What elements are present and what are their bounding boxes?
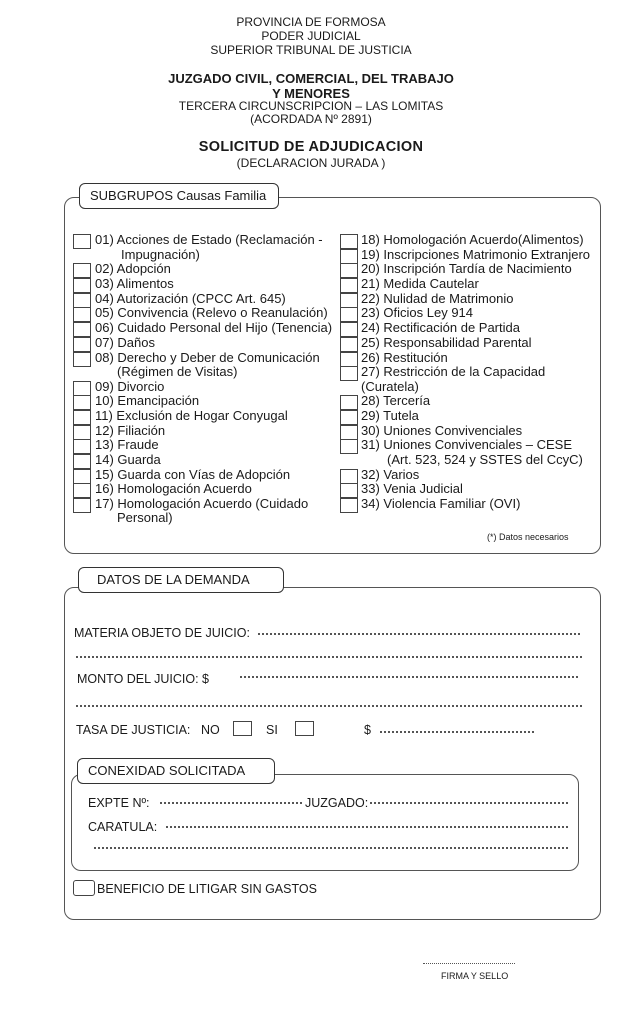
left-subgroup-checkbox[interactable] [73, 293, 91, 308]
right-subgroup-label: 21) Medida Cautelar [361, 276, 479, 291]
expte-input[interactable] [160, 802, 302, 804]
caratula-input[interactable] [166, 826, 568, 828]
left-subgroup-label: 15) Guarda con Vías de Adopción [95, 467, 291, 482]
left-subgroup-label: 09) Divorcio [95, 379, 165, 394]
left-subgroup-checkbox[interactable] [73, 307, 91, 322]
subgroups-heading: SUBGRUPOS Causas Familia [79, 183, 279, 209]
juzgado-label: JUZGADO: [305, 796, 369, 810]
right-subgroup-label: 28) Tercería [361, 393, 431, 408]
left-subgroup-label: 10) Emancipación [95, 393, 200, 408]
left-subgroup-label: 17) Homologación Acuerdo (Cuidado [95, 496, 309, 511]
right-subgroup-checkbox[interactable] [340, 410, 358, 425]
right-subgroup-checkbox[interactable] [340, 439, 358, 454]
page-subtitle: (DECLARACION JURADA ) [236, 156, 386, 170]
left-subgroup-label: 07) Daños [95, 335, 155, 350]
left-subgroup-label: 05) Convivencia (Relevo o Reanulación) [95, 305, 328, 320]
left-subgroup-checkbox[interactable] [73, 381, 91, 396]
right-subgroup-checkbox[interactable] [340, 483, 358, 498]
left-subgroup-label: Impugnación) [121, 247, 200, 262]
tasa-si-checkbox[interactable] [295, 721, 314, 736]
left-subgroup-checkbox[interactable] [73, 439, 91, 454]
expte-label: EXPTE Nº: [88, 796, 150, 810]
tasa-no-label: NO [201, 723, 220, 737]
left-subgroup-checkbox[interactable] [73, 337, 91, 352]
tasa-label: TASA DE JUSTICIA: [76, 723, 191, 737]
left-subgroup-label: 03) Alimentos [95, 276, 174, 291]
left-subgroup-checkbox[interactable] [73, 425, 91, 440]
court-name-line2: Y MENORES [272, 86, 350, 101]
juzgado-input[interactable] [370, 802, 568, 804]
left-subgroup-label: 14) Guarda [95, 452, 161, 467]
left-subgroup-checkbox[interactable] [73, 395, 91, 410]
left-subgroup-label: 12) Filiación [95, 423, 166, 438]
materia-input-line2[interactable] [76, 656, 582, 658]
left-subgroup-checkbox[interactable] [73, 352, 91, 367]
judicial-power-heading: PODER JUDICIAL [261, 29, 361, 43]
right-subgroup-label: 22) Nulidad de Matrimonio [361, 291, 514, 306]
right-subgroup-checkbox[interactable] [340, 469, 358, 484]
materia-label: MATERIA OBJETO DE JUICIO: [74, 626, 250, 640]
materia-input[interactable] [258, 633, 580, 635]
court-name: JUZGADO CIVIL, COMERCIAL, DEL TRABAJO [168, 71, 454, 86]
right-subgroup-label: 34) Violencia Familiar (OVI) [361, 496, 521, 511]
left-subgroup-checkbox[interactable] [73, 410, 91, 425]
left-subgroup-label: (Régimen de Visitas) [117, 364, 238, 379]
right-subgroup-label: 19) Inscripciones Matrimonio Extranjero [361, 247, 591, 262]
right-subgroup-label: 27) Restricción de la Capacidad [361, 364, 546, 379]
right-subgroup-label: 24) Rectificación de Partida [361, 320, 520, 335]
left-subgroup-checkbox[interactable] [73, 498, 91, 513]
caratula-label: CARATULA: [88, 820, 158, 834]
conexidad-heading: CONEXIDAD SOLICITADA [77, 758, 275, 784]
left-subgroup-label: 01) Acciones de Estado (Reclamación - [95, 232, 323, 247]
tasa-dollar-sign: $ [364, 723, 371, 737]
demanda-heading: DATOS DE LA DEMANDA [78, 567, 284, 593]
left-subgroup-checkbox[interactable] [73, 263, 91, 278]
right-subgroup-checkbox[interactable] [340, 498, 358, 513]
left-subgroup-label: 02) Adopción [95, 261, 171, 276]
left-subgroup-label: 08) Derecho y Deber de Comunicación [95, 350, 320, 365]
right-subgroup-checkbox[interactable] [340, 322, 358, 337]
tasa-no-checkbox[interactable] [233, 721, 252, 736]
right-subgroup-label: 26) Restitución [361, 350, 448, 365]
province-heading: PROVINCIA DE FORMOSA [236, 15, 386, 29]
right-subgroup-label: 23) Oficios Ley 914 [361, 305, 474, 320]
left-subgroup-checkbox[interactable] [73, 469, 91, 484]
left-subgroup-label: 04) Autorización (CPCC Art. 645) [95, 291, 286, 306]
left-subgroup-checkbox[interactable] [73, 234, 91, 249]
monto-label: MONTO DEL JUICIO: $ [77, 672, 209, 686]
right-subgroup-checkbox[interactable] [340, 249, 358, 264]
left-subgroup-checkbox[interactable] [73, 454, 91, 469]
right-subgroup-label: 20) Inscripción Tardía de Nacimiento [361, 261, 572, 276]
signature-label: FIRMA Y SELLO [441, 971, 509, 981]
left-subgroup-label: Personal) [117, 510, 173, 525]
right-subgroup-checkbox[interactable] [340, 278, 358, 293]
right-subgroup-checkbox[interactable] [340, 395, 358, 410]
right-subgroup-checkbox[interactable] [340, 234, 358, 249]
monto-input-line2[interactable] [76, 705, 582, 707]
monto-input[interactable] [240, 676, 578, 678]
right-subgroup-checkbox[interactable] [340, 307, 358, 322]
required-note: (*) Datos necesarios [487, 532, 569, 542]
right-subgroup-checkbox[interactable] [340, 337, 358, 352]
right-subgroup-label: 32) Varios [361, 467, 420, 482]
right-subgroup-label: 33) Venia Judicial [361, 481, 463, 496]
right-subgroup-label: 30) Uniones Convivenciales [361, 423, 523, 438]
tasa-si-label: SI [266, 723, 278, 737]
right-subgroup-label: (Art. 523, 524 y SSTES del CcyC) [387, 452, 583, 467]
beneficio-checkbox[interactable] [73, 880, 95, 896]
caratula-input-line2[interactable] [94, 847, 568, 849]
right-subgroup-label: 25) Responsabilidad Parental [361, 335, 532, 350]
right-subgroup-label: (Curatela) [361, 379, 419, 394]
left-subgroup-label: 13) Fraude [95, 437, 159, 452]
right-subgroup-checkbox[interactable] [340, 425, 358, 440]
right-subgroup-checkbox[interactable] [340, 263, 358, 278]
left-subgroup-checkbox[interactable] [73, 278, 91, 293]
left-subgroup-label: 11) Exclusión de Hogar Conyugal [95, 408, 288, 423]
left-subgroup-label: 06) Cuidado Personal del Hijo (Tenencia) [95, 320, 333, 335]
left-subgroup-checkbox[interactable] [73, 483, 91, 498]
left-subgroup-checkbox[interactable] [73, 322, 91, 337]
right-subgroup-checkbox[interactable] [340, 366, 358, 381]
beneficio-label: BENEFICIO DE LITIGAR SIN GASTOS [97, 882, 317, 896]
right-subgroup-checkbox[interactable] [340, 293, 358, 308]
left-subgroup-label: 16) Homologación Acuerdo [95, 481, 252, 496]
tasa-amount-input[interactable] [380, 731, 534, 733]
right-subgroup-checkbox[interactable] [340, 352, 358, 367]
right-subgroup-label: 29) Tutela [361, 408, 419, 423]
right-subgroup-label: 18) Homologación Acuerdo(Alimentos) [361, 232, 584, 247]
right-subgroup-label: 31) Uniones Convivenciales – CESE [361, 437, 572, 452]
signature-line[interactable] [423, 963, 515, 964]
page-title: SOLICITUD DE ADJUDICACION [198, 139, 424, 155]
tribunal-heading: SUPERIOR TRIBUNAL DE JUSTICIA [210, 43, 412, 57]
acordada: (ACORDADA Nº 2891) [250, 112, 372, 126]
circumscription: TERCERA CIRCUNSCRIPCION – LAS LOMITAS [178, 99, 444, 113]
